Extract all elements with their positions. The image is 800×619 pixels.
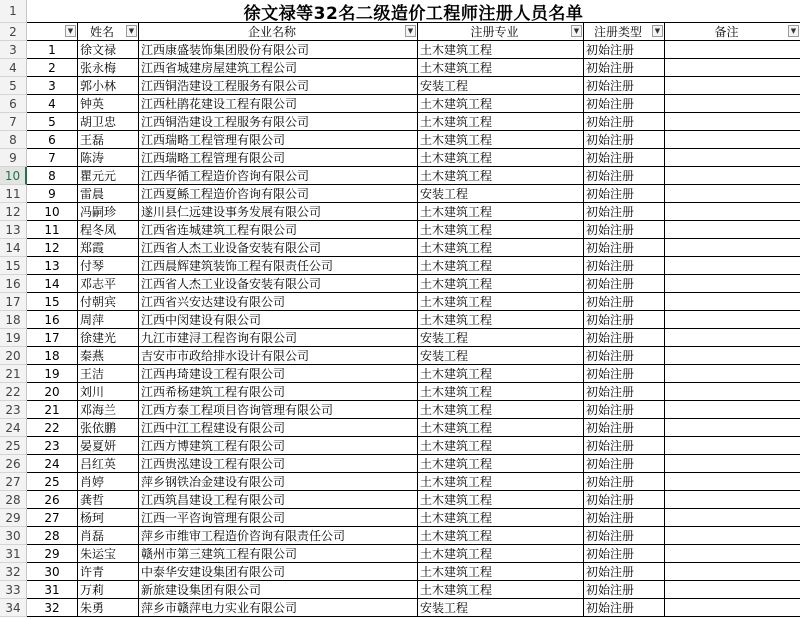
- cell-company[interactable]: 江西希杨建筑工程有限公司: [139, 383, 418, 401]
- row-number[interactable]: 18: [0, 311, 27, 329]
- header-cell-no[interactable]: [27, 23, 78, 41]
- cell-note[interactable]: [665, 455, 800, 473]
- cell-name[interactable]: 万莉: [78, 581, 139, 599]
- cell-no[interactable]: 20: [27, 383, 78, 401]
- cell-major[interactable]: 安装工程: [418, 347, 584, 365]
- row-number[interactable]: 31: [0, 545, 27, 563]
- cell-note[interactable]: [665, 311, 800, 329]
- cell-company[interactable]: 江西方泰工程项目咨询管理有限公司: [139, 401, 418, 419]
- cell-name[interactable]: 邓志平: [78, 275, 139, 293]
- row-number[interactable]: 19: [0, 329, 27, 347]
- cell-note[interactable]: [665, 185, 800, 203]
- cell-name[interactable]: 王磊: [78, 131, 139, 149]
- filter-dropdown-icon[interactable]: ▼: [788, 25, 799, 37]
- table-row: [0, 41, 800, 59]
- filter-dropdown-icon[interactable]: ▼: [126, 25, 137, 37]
- cell-type[interactable]: 初始注册: [584, 59, 665, 77]
- table-row: [0, 455, 800, 473]
- cell-major[interactable]: 土木建筑工程: [418, 419, 584, 437]
- cell-no[interactable]: 4: [27, 95, 78, 113]
- sheet-title[interactable]: 徐文禄等32名二级造价工程师注册人员名单: [27, 0, 800, 23]
- cell-note[interactable]: [665, 203, 800, 221]
- cell-company[interactable]: 萍乡钢铁冶金建设有限公司: [139, 473, 418, 491]
- header-cell-note[interactable]: 备注 ▼: [665, 23, 800, 41]
- cell-no[interactable]: 19: [27, 365, 78, 383]
- cell-no[interactable]: 9: [27, 185, 78, 203]
- cell-major[interactable]: 土木建筑工程: [418, 113, 584, 131]
- cell-note[interactable]: [665, 167, 800, 185]
- table-row: [0, 203, 800, 221]
- cell-major[interactable]: 土木建筑工程: [418, 239, 584, 257]
- cell-major[interactable]: 土木建筑工程: [418, 401, 584, 419]
- cell-no[interactable]: 24: [27, 455, 78, 473]
- cell-name[interactable]: 郭小林: [78, 77, 139, 95]
- cell-major[interactable]: 土木建筑工程: [418, 59, 584, 77]
- cell-major[interactable]: 土木建筑工程: [418, 455, 584, 473]
- cell-company[interactable]: 江西省连城建筑工程有限公司: [139, 221, 418, 239]
- table-row: [0, 311, 800, 329]
- cell-major[interactable]: 土木建筑工程: [418, 311, 584, 329]
- table-row: [0, 347, 800, 365]
- cell-note[interactable]: [665, 509, 800, 527]
- filter-dropdown-icon[interactable]: ▼: [65, 25, 76, 37]
- cell-company[interactable]: 吉安市市政给排水设计有限公司: [139, 347, 418, 365]
- cell-note[interactable]: [665, 329, 800, 347]
- row-number[interactable]: 8: [0, 131, 27, 149]
- cell-major[interactable]: 土木建筑工程: [418, 203, 584, 221]
- cell-major[interactable]: 安装工程: [418, 599, 584, 617]
- row-number[interactable]: 28: [0, 491, 27, 509]
- cell-company[interactable]: 江西省人杰工业设备安装有限公司: [139, 239, 418, 257]
- row-number[interactable]: 5: [0, 77, 27, 95]
- cell-note[interactable]: [665, 59, 800, 77]
- cell-type[interactable]: 初始注册: [584, 509, 665, 527]
- cell-name[interactable]: 钟英: [78, 95, 139, 113]
- cell-major[interactable]: 土木建筑工程: [418, 131, 584, 149]
- cell-no[interactable]: 13: [27, 257, 78, 275]
- cell-type[interactable]: 初始注册: [584, 455, 665, 473]
- cell-type[interactable]: 初始注册: [584, 131, 665, 149]
- table-row: [0, 383, 800, 401]
- row-number[interactable]: 6: [0, 95, 27, 113]
- cell-major[interactable]: 安装工程: [418, 329, 584, 347]
- cell-company[interactable]: 江西瑞略工程管理有限公司: [139, 149, 418, 167]
- cell-no[interactable]: 32: [27, 599, 78, 617]
- row-number[interactable]: 20: [0, 347, 27, 365]
- cell-major[interactable]: 土木建筑工程: [418, 167, 584, 185]
- table-row: [0, 563, 800, 581]
- cell-no[interactable]: 8: [27, 167, 78, 185]
- row-number[interactable]: 22: [0, 383, 27, 401]
- cell-type[interactable]: 初始注册: [584, 383, 665, 401]
- cell-name[interactable]: 付朝宾: [78, 293, 139, 311]
- cell-name[interactable]: 付琴: [78, 257, 139, 275]
- cell-name[interactable]: 胡卫忠: [78, 113, 139, 131]
- cell-note[interactable]: [665, 347, 800, 365]
- cell-note[interactable]: [665, 599, 800, 617]
- table-row: [0, 95, 800, 113]
- cell-note[interactable]: [665, 383, 800, 401]
- table-row: [0, 329, 800, 347]
- table-row: [0, 239, 800, 257]
- cell-type[interactable]: 初始注册: [584, 185, 665, 203]
- cell-no[interactable]: 10: [27, 203, 78, 221]
- cell-name[interactable]: 许青: [78, 563, 139, 581]
- cell-company[interactable]: 江西筑昌建设工程有限公司: [139, 491, 418, 509]
- cell-type[interactable]: 初始注册: [584, 293, 665, 311]
- cell-no[interactable]: 26: [27, 491, 78, 509]
- cell-note[interactable]: [665, 257, 800, 275]
- cell-major[interactable]: 土木建筑工程: [418, 149, 584, 167]
- table-row: [0, 473, 800, 491]
- cell-company[interactable]: 江西铜浩建设工程服务有限公司: [139, 77, 418, 95]
- header-cell-type[interactable]: 注册类型 ▼: [584, 23, 665, 41]
- filter-dropdown-icon[interactable]: ▼: [405, 25, 416, 37]
- cell-name[interactable]: 朱勇: [78, 599, 139, 617]
- table-row: [0, 149, 800, 167]
- cell-name[interactable]: 杨珂: [78, 509, 139, 527]
- table-row: [0, 437, 800, 455]
- table-row: [0, 599, 800, 617]
- table-row: [0, 59, 800, 77]
- cell-type[interactable]: 初始注册: [584, 149, 665, 167]
- cell-no[interactable]: 14: [27, 275, 78, 293]
- cell-name[interactable]: 肖磊: [78, 527, 139, 545]
- cell-note[interactable]: [665, 473, 800, 491]
- cell-no[interactable]: 11: [27, 221, 78, 239]
- cell-no[interactable]: 16: [27, 311, 78, 329]
- cell-type[interactable]: 初始注册: [584, 203, 665, 221]
- cell-note[interactable]: [665, 419, 800, 437]
- cell-note[interactable]: [665, 491, 800, 509]
- cell-type[interactable]: 初始注册: [584, 365, 665, 383]
- row-number[interactable]: 30: [0, 527, 27, 545]
- cell-no[interactable]: 29: [27, 545, 78, 563]
- cell-type[interactable]: 初始注册: [584, 329, 665, 347]
- cell-company[interactable]: 遂川县仁远建设事务发展有限公司: [139, 203, 418, 221]
- cell-major[interactable]: 安装工程: [418, 185, 584, 203]
- table-row: [0, 419, 800, 437]
- header-cell-major[interactable]: 注册专业 ▼: [418, 23, 584, 41]
- row-number[interactable]: 7: [0, 113, 27, 131]
- cell-no[interactable]: 1: [27, 41, 78, 59]
- row-number[interactable]: 2: [0, 23, 27, 41]
- cell-type[interactable]: 初始注册: [584, 311, 665, 329]
- table-row: [0, 365, 800, 383]
- cell-company[interactable]: 江西省人杰工业设备安装有限公司: [139, 275, 418, 293]
- cell-name[interactable]: 徐建光: [78, 329, 139, 347]
- row-number[interactable]: 34: [0, 599, 27, 617]
- cell-note[interactable]: [665, 401, 800, 419]
- table-row: [0, 401, 800, 419]
- row-number[interactable]: 21: [0, 365, 27, 383]
- cell-name[interactable]: 徐文禄: [78, 41, 139, 59]
- cell-name[interactable]: 周萍: [78, 311, 139, 329]
- row-number[interactable]: 17: [0, 293, 27, 311]
- filter-dropdown-icon[interactable]: ▼: [571, 25, 582, 37]
- header-row: [0, 23, 800, 41]
- cell-company[interactable]: 江西贵泓建设工程有限公司: [139, 455, 418, 473]
- row-number[interactable]: 13: [0, 221, 27, 239]
- cell-no[interactable]: 17: [27, 329, 78, 347]
- cell-company[interactable]: 江西华循工程造价咨询有限公司: [139, 167, 418, 185]
- cell-type[interactable]: 初始注册: [584, 347, 665, 365]
- row-number[interactable]: 10: [0, 167, 27, 185]
- cell-major[interactable]: 土木建筑工程: [418, 473, 584, 491]
- cell-company[interactable]: 萍乡市维审工程造价咨询有限责任公司: [139, 527, 418, 545]
- filter-dropdown-icon[interactable]: ▼: [652, 25, 663, 37]
- cell-name[interactable]: 陈涛: [78, 149, 139, 167]
- cell-no[interactable]: 15: [27, 293, 78, 311]
- cell-type[interactable]: 初始注册: [584, 95, 665, 113]
- cell-type[interactable]: 初始注册: [584, 239, 665, 257]
- row-number[interactable]: 27: [0, 473, 27, 491]
- cell-name[interactable]: 邓海兰: [78, 401, 139, 419]
- row-number[interactable]: 25: [0, 437, 27, 455]
- table-row: [0, 581, 800, 599]
- cell-name[interactable]: 郑霞: [78, 239, 139, 257]
- cell-note[interactable]: [665, 95, 800, 113]
- row-number[interactable]: 9: [0, 149, 27, 167]
- cell-name[interactable]: 秦燕: [78, 347, 139, 365]
- cell-type[interactable]: 初始注册: [584, 527, 665, 545]
- cell-note[interactable]: [665, 221, 800, 239]
- cell-company[interactable]: 新旅建设集团有限公司: [139, 581, 418, 599]
- cell-no[interactable]: 22: [27, 419, 78, 437]
- cell-name[interactable]: 程冬凤: [78, 221, 139, 239]
- cell-name[interactable]: 冯嗣珍: [78, 203, 139, 221]
- table-row: [0, 77, 800, 95]
- table-row: [0, 491, 800, 509]
- cell-no[interactable]: 6: [27, 131, 78, 149]
- table-row: [0, 185, 800, 203]
- cell-major[interactable]: 土木建筑工程: [418, 41, 584, 59]
- cell-name[interactable]: 朱运宝: [78, 545, 139, 563]
- cell-name[interactable]: 瞿元元: [78, 167, 139, 185]
- row-number[interactable]: 23: [0, 401, 27, 419]
- cell-name[interactable]: 雷晨: [78, 185, 139, 203]
- cell-type[interactable]: 初始注册: [584, 437, 665, 455]
- cell-company[interactable]: 江西省城建房屋建筑工程公司: [139, 59, 418, 77]
- cell-name[interactable]: 晏夏妍: [78, 437, 139, 455]
- cell-name[interactable]: 王洁: [78, 365, 139, 383]
- cell-no[interactable]: 3: [27, 77, 78, 95]
- cell-company[interactable]: 江西冉琦建设工程有限公司: [139, 365, 418, 383]
- table-row: [0, 509, 800, 527]
- table-row: [0, 167, 800, 185]
- cell-note[interactable]: [665, 293, 800, 311]
- cell-company[interactable]: 江西瑞略工程管理有限公司: [139, 131, 418, 149]
- cell-major[interactable]: 土木建筑工程: [418, 545, 584, 563]
- cell-note[interactable]: [665, 113, 800, 131]
- cell-type[interactable]: 初始注册: [584, 77, 665, 95]
- cell-no[interactable]: 21: [27, 401, 78, 419]
- cell-company[interactable]: 九江市建浔工程咨询有限公司: [139, 329, 418, 347]
- table-row: [0, 131, 800, 149]
- cell-no[interactable]: 25: [27, 473, 78, 491]
- table-row: [0, 293, 800, 311]
- cell-company[interactable]: 江西杜鹃花建设工程有限公司: [139, 95, 418, 113]
- row-number[interactable]: 14: [0, 239, 27, 257]
- table-row: [0, 545, 800, 563]
- cell-no[interactable]: 5: [27, 113, 78, 131]
- cell-type[interactable]: 初始注册: [584, 113, 665, 131]
- cell-type[interactable]: 初始注册: [584, 581, 665, 599]
- cell-major[interactable]: 土木建筑工程: [418, 383, 584, 401]
- row-number[interactable]: 4: [0, 59, 27, 77]
- cell-major[interactable]: 土木建筑工程: [418, 491, 584, 509]
- row-number[interactable]: 29: [0, 509, 27, 527]
- cell-company[interactable]: 江西一平咨询管理有限公司: [139, 509, 418, 527]
- cell-name[interactable]: 刘川: [78, 383, 139, 401]
- cell-no[interactable]: 28: [27, 527, 78, 545]
- row-number[interactable]: 33: [0, 581, 27, 599]
- cell-note[interactable]: [665, 41, 800, 59]
- row-number[interactable]: 24: [0, 419, 27, 437]
- row-number[interactable]: 26: [0, 455, 27, 473]
- cell-company[interactable]: 萍乡市赣萍电力实业有限公司: [139, 599, 418, 617]
- cell-company[interactable]: 江西夏鲧工程造价咨询有限公司: [139, 185, 418, 203]
- row-number[interactable]: 15: [0, 257, 27, 275]
- cell-note[interactable]: [665, 131, 800, 149]
- cell-type[interactable]: 初始注册: [584, 563, 665, 581]
- cell-no[interactable]: 30: [27, 563, 78, 581]
- cell-no[interactable]: 2: [27, 59, 78, 77]
- row-number[interactable]: 12: [0, 203, 27, 221]
- cell-name[interactable]: 吕红英: [78, 455, 139, 473]
- cell-major[interactable]: 土木建筑工程: [418, 275, 584, 293]
- table-row: [0, 527, 800, 545]
- header-cell-company[interactable]: 企业名称 ▼: [139, 23, 418, 41]
- cell-type[interactable]: 初始注册: [584, 491, 665, 509]
- cell-note[interactable]: [665, 545, 800, 563]
- cell-note[interactable]: [665, 239, 800, 257]
- table-row: [0, 113, 800, 131]
- cell-name[interactable]: 张永梅: [78, 59, 139, 77]
- cell-major[interactable]: 土木建筑工程: [418, 581, 584, 599]
- table-row: [0, 221, 800, 239]
- cell-major[interactable]: 土木建筑工程: [418, 509, 584, 527]
- cell-company[interactable]: 江西康盛装饰集团股份有限公司: [139, 41, 418, 59]
- cell-major[interactable]: 土木建筑工程: [418, 95, 584, 113]
- cell-type[interactable]: 初始注册: [584, 473, 665, 491]
- table-row: [0, 275, 800, 293]
- cell-note[interactable]: [665, 437, 800, 455]
- cell-company[interactable]: 江西方博建筑工程有限公司: [139, 437, 418, 455]
- row-number[interactable]: 3: [0, 41, 27, 59]
- cell-name[interactable]: 肖婷: [78, 473, 139, 491]
- cell-no[interactable]: 12: [27, 239, 78, 257]
- cell-note[interactable]: [665, 563, 800, 581]
- cell-no[interactable]: 23: [27, 437, 78, 455]
- cell-major[interactable]: 土木建筑工程: [418, 527, 584, 545]
- table-row: [0, 257, 800, 275]
- cell-note[interactable]: [665, 149, 800, 167]
- cell-company[interactable]: 中泰华安建设集团有限公司: [139, 563, 418, 581]
- cell-major[interactable]: 土木建筑工程: [418, 257, 584, 275]
- cell-company[interactable]: 赣州市第三建筑工程有限公司: [139, 545, 418, 563]
- cell-type[interactable]: 初始注册: [584, 257, 665, 275]
- cell-major[interactable]: 土木建筑工程: [418, 221, 584, 239]
- cell-company[interactable]: 江西中江工程建设有限公司: [139, 419, 418, 437]
- cell-company[interactable]: 江西晨辉建筑装饰工程有限责任公司: [139, 257, 418, 275]
- cell-major[interactable]: 安装工程: [418, 77, 584, 95]
- cell-no[interactable]: 7: [27, 149, 78, 167]
- cell-major[interactable]: 土木建筑工程: [418, 293, 584, 311]
- cell-type[interactable]: 初始注册: [584, 221, 665, 239]
- cell-major[interactable]: 土木建筑工程: [418, 563, 584, 581]
- row-number[interactable]: 32: [0, 563, 27, 581]
- cell-type[interactable]: 初始注册: [584, 41, 665, 59]
- row-number[interactable]: 16: [0, 275, 27, 293]
- cell-no[interactable]: 31: [27, 581, 78, 599]
- cell-note[interactable]: [665, 275, 800, 293]
- cell-no[interactable]: 27: [27, 509, 78, 527]
- cell-type[interactable]: 初始注册: [584, 599, 665, 617]
- cell-major[interactable]: 土木建筑工程: [418, 365, 584, 383]
- header-cell-name[interactable]: 姓名 ▼: [78, 23, 139, 41]
- cell-type[interactable]: 初始注册: [584, 401, 665, 419]
- row-number[interactable]: 1: [0, 0, 27, 23]
- cell-no[interactable]: 18: [27, 347, 78, 365]
- cell-note[interactable]: [665, 365, 800, 383]
- cell-note[interactable]: [665, 527, 800, 545]
- cell-type[interactable]: 初始注册: [584, 275, 665, 293]
- cell-name[interactable]: 张依鹏: [78, 419, 139, 437]
- cell-type[interactable]: 初始注册: [584, 545, 665, 563]
- cell-company[interactable]: 江西铜浩建设工程服务有限公司: [139, 113, 418, 131]
- cell-name[interactable]: 龚哲: [78, 491, 139, 509]
- cell-note[interactable]: [665, 77, 800, 95]
- cell-company[interactable]: 江西省兴安达建设有限公司: [139, 293, 418, 311]
- cell-company[interactable]: 江西中闵建设有限公司: [139, 311, 418, 329]
- cell-major[interactable]: 土木建筑工程: [418, 437, 584, 455]
- cell-type[interactable]: 初始注册: [584, 419, 665, 437]
- row-number[interactable]: 11: [0, 185, 27, 203]
- cell-note[interactable]: [665, 581, 800, 599]
- cell-type[interactable]: 初始注册: [584, 167, 665, 185]
